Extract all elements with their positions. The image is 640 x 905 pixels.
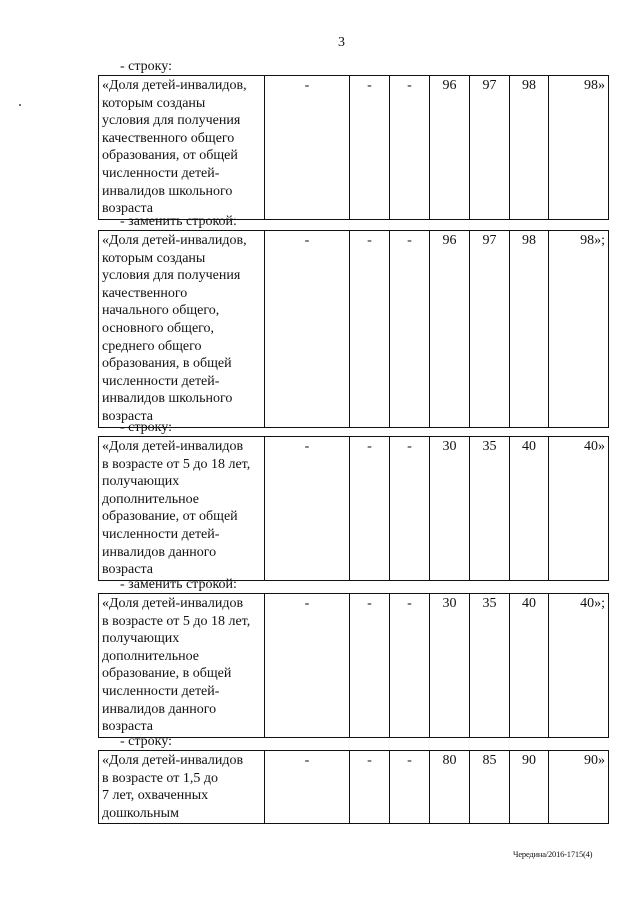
dash-cell: - [350,76,390,220]
value-cell: 96 [430,76,470,220]
value-cell: 98 [510,76,549,220]
value-cell: 85 [470,751,510,824]
instruction-line: - строку: [120,420,172,435]
dash-cell: - [390,231,430,428]
value-cell: 90» [549,751,609,824]
dash-cell: - [265,231,350,428]
dash-cell: - [390,594,430,738]
instruction-line: - строку: [120,734,172,749]
label-line: образование, от общей [102,509,238,525]
indicator-label-cell [99,751,265,824]
label-line: начального общего, [102,303,220,319]
table-row [99,231,609,428]
value-cell: 40» [549,437,609,581]
document-footer-code: Чередина/2016-1715(4) [513,849,593,859]
table-block-4 [98,593,609,738]
label-line: 7 лет, охваченных [102,788,209,804]
dash-cell: - [390,76,430,220]
label-line: инвалидов школьного [102,183,233,199]
table-block-1 [98,75,609,220]
value-cell: 98 [510,231,549,428]
table-row [99,76,609,220]
instruction-line: - заменить строкой: [120,577,237,592]
value-cell: 30 [430,437,470,581]
table-row [99,437,609,581]
dash-cell: - [265,594,350,738]
table-block-2 [98,230,609,428]
label-line: дополнительное [102,491,199,507]
label-line: в возрасте от 5 до 18 лет, [102,456,251,472]
label-line: образования, от общей [102,148,238,164]
dash-cell: - [265,76,350,220]
label-line: в возрасте от 1,5 до [102,770,218,786]
value-cell: 35 [470,594,510,738]
value-cell: 97 [470,76,510,220]
label-line: условия для получения [102,113,241,129]
value-cell: 80 [430,751,470,824]
label-line: качественного [102,285,188,301]
label-line: «Доля детей-инвалидов [102,439,244,454]
label-line: численности детей- [102,373,220,389]
label-line: инвалидов данного [102,701,217,717]
label-line: «Доля детей-инвалидов [102,753,244,768]
dash-cell: - [390,751,430,824]
label-line: основного общего, [102,320,215,336]
dash-cell: - [350,231,390,428]
label-line: качественного общего [102,130,235,146]
value-cell: 98»; [549,231,609,428]
label-line: которым созданы [102,250,206,266]
label-line: инвалидов данного [102,544,217,560]
label-line: условия для получения [102,268,241,284]
value-cell: 98» [549,76,609,220]
label-line: получающих [102,631,180,647]
instruction-line: - строку: [120,59,172,74]
dash-cell: - [350,437,390,581]
value-cell: 40»; [549,594,609,738]
label-line: численности детей- [102,165,220,181]
margin-speck [19,104,21,106]
label-line: «Доля детей-инвалидов [102,596,244,611]
dash-cell: - [265,751,350,824]
label-line: среднего общего [102,338,202,354]
label-line: численности детей- [102,526,220,542]
value-cell: 90 [510,751,549,824]
label-line: образование, в общей [102,666,232,682]
label-line: образования, в общей [102,356,232,372]
value-cell: 35 [470,437,510,581]
label-line: которым созданы [102,95,206,111]
table-block-5 [98,750,609,824]
value-cell: 40 [510,594,549,738]
table-row [99,751,609,824]
dash-cell: - [350,751,390,824]
value-cell: 40 [510,437,549,581]
label-line: возраста [102,719,153,735]
table-row [99,594,609,738]
dash-cell: - [350,594,390,738]
page-number: 3 [338,35,345,50]
label-line: «Доля детей-инвалидов, [102,78,247,93]
table-block-3 [98,436,609,581]
label-line: дошкольным [102,805,179,821]
value-cell: 30 [430,594,470,738]
label-line: дополнительное [102,648,199,664]
indicator-label-cell [99,76,265,220]
instruction-line: - заменить строкой: [120,214,237,229]
label-line: инвалидов школьного [102,391,233,407]
label-line: возраста [102,562,153,578]
label-line: возраста [102,408,153,424]
indicator-label-cell [99,594,265,738]
label-line: возраста [102,201,153,217]
label-line: «Доля детей-инвалидов, [102,233,247,248]
indicator-label-cell [99,231,265,428]
label-line: получающих [102,474,180,490]
value-cell: 96 [430,231,470,428]
dash-cell: - [390,437,430,581]
dash-cell: - [265,437,350,581]
value-cell: 97 [470,231,510,428]
label-line: в возрасте от 5 до 18 лет, [102,613,251,629]
label-line: численности детей- [102,683,220,699]
indicator-label-cell [99,437,265,581]
